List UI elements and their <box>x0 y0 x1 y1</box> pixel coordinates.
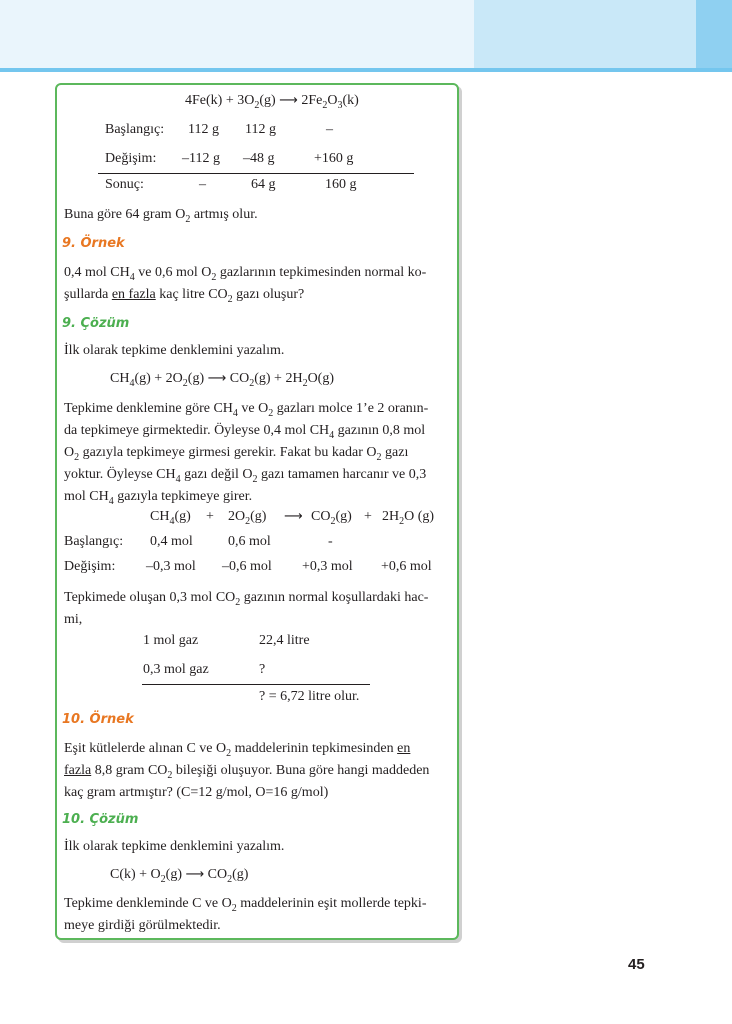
solution-9-volume-text: Tepkimede oluşan 0,3 mol $CO_2$ gazının normal koşullardaki hac- mi, <box>64 590 429 627</box>
top-row-label: Başlangıç: <box>105 122 165 137</box>
sol9-table-label: Değişim: <box>64 559 116 574</box>
sol9-table-cell: –0,6 mol <box>222 559 272 574</box>
ratio-cell: ? <box>259 662 266 677</box>
solution-10-header: 10. Çözüm <box>62 812 139 827</box>
sol9-table-header: + <box>206 509 214 524</box>
top-banner <box>0 0 732 68</box>
solution-10-intro: İlk olarak tepkime denklemini yazalım. <box>64 839 285 854</box>
example-9-header: 9. Örnek <box>62 236 125 251</box>
top-row-cell: –48 g <box>243 151 275 166</box>
sol9-table-header: $2O_2(g)$ <box>228 509 267 527</box>
sol9-table-cell: 0,6 mol <box>228 534 271 549</box>
sol9-table-cell: +0,3 mol <box>302 559 353 574</box>
top-row-cell: – <box>199 177 206 192</box>
top-row-cell: – <box>326 122 333 137</box>
solution-9-header: 9. Çözüm <box>62 316 130 331</box>
example-10-question: Eşit kütlelerde alınan C ve $O_2$ maddelerinin tepkimesinden en fazla 8,8 gram $CO_2$ bileşiği oluşuyor. Buna göre hangi maddeden kaç gram artmıştır? (C=12 g/mol, O=16 g/mol) <box>64 741 430 800</box>
sol9-table-header: $2H_2O$ (g) <box>382 509 435 527</box>
top-conclusion: Buna göre 64 gram $O_2$ artmış olur. <box>64 207 258 225</box>
sol9-table-arrow: ⟶ <box>284 509 303 524</box>
ratio-cell: 0,3 mol gaz <box>143 662 209 677</box>
solution-9-intro: İlk olarak tepkime denklemini yazalım. <box>64 343 285 358</box>
solution-9-paragraph: Tepkime denklemine göre $CH_4$ ve $O_2$ gazları molce 1’e 2 oranın- da tepkimeye girmektedir. Öyleyse 0,4 mol $CH_4$ gazının 0,8 mol $O_2$ gazıyla tepkimeye girmesi gerekir. Fakat bu kadar $O_2$ gazı yoktur. Öyleyse $CH_4$ gazı değil $O_2$ gazı tamamen harcanır ve 0,3 mol $CH_4$ gazıyla tepkimeye girer. <box>64 401 429 507</box>
sol9-table-cell: 0,4 mol <box>150 534 193 549</box>
sol9-table-header: $CH_4(g)$ <box>150 509 191 527</box>
example-9-question: 0,4 mol $CH_4$ ve 0,6 mol $O_2$ gazlarının tepkimesinden normal ko- şullarda en fazla kaç litre $CO_2$ gazı oluşur? <box>64 265 427 305</box>
top-banner-line <box>0 68 732 72</box>
solution-10-equation: $C(k) + O_2(g)$ ⟶ $CO_2(g)$ <box>110 867 249 885</box>
ratio-cell: 1 mol gaz <box>143 633 199 648</box>
sol9-table-cell: –0,3 mol <box>146 559 196 574</box>
top-banner-block-light <box>474 0 696 68</box>
top-row-cell: –112 g <box>182 151 220 166</box>
top-equation: $4Fe(k) + 3O_2(g)$ ⟶ $2Fe_2O_3(k)$ <box>185 93 359 111</box>
top-row-cell: +160 g <box>314 151 354 166</box>
ratio-cell: 22,4 litre <box>259 633 310 648</box>
ratio-result: ? = 6,72 litre olur. <box>259 689 360 704</box>
solution-10-paragraph: Tepkime denkleminde C ve $O_2$ maddelerinin eşit mollerde tepki- meye girdiği görülmektedir. <box>64 896 427 933</box>
top-banner-block-dark <box>696 0 732 68</box>
top-row-cell: 160 g <box>325 177 357 192</box>
ratio-rule <box>142 684 370 685</box>
top-row-label: Sonuç: <box>105 177 144 192</box>
solution-9-equation: $CH_4(g) + 2O_2(g)$ ⟶ $CO_2(g) + 2H_2O(g)$ <box>110 371 334 389</box>
top-row-cell: 64 g <box>251 177 276 192</box>
sol9-table-header: + <box>364 509 372 524</box>
top-row-label: Değişim: <box>105 151 157 166</box>
top-row-cell: 112 g <box>188 122 219 137</box>
page-number: 45 <box>628 956 645 973</box>
top-row-cell: 112 g <box>245 122 276 137</box>
sol9-table-header: $CO_2(g)$ <box>311 509 352 527</box>
sol9-table-cell: +0,6 mol <box>381 559 432 574</box>
example-10-header: 10. Örnek <box>62 712 134 727</box>
sol9-table-label: Başlangıç: <box>64 534 124 549</box>
sol9-table-cell: - <box>328 534 333 549</box>
